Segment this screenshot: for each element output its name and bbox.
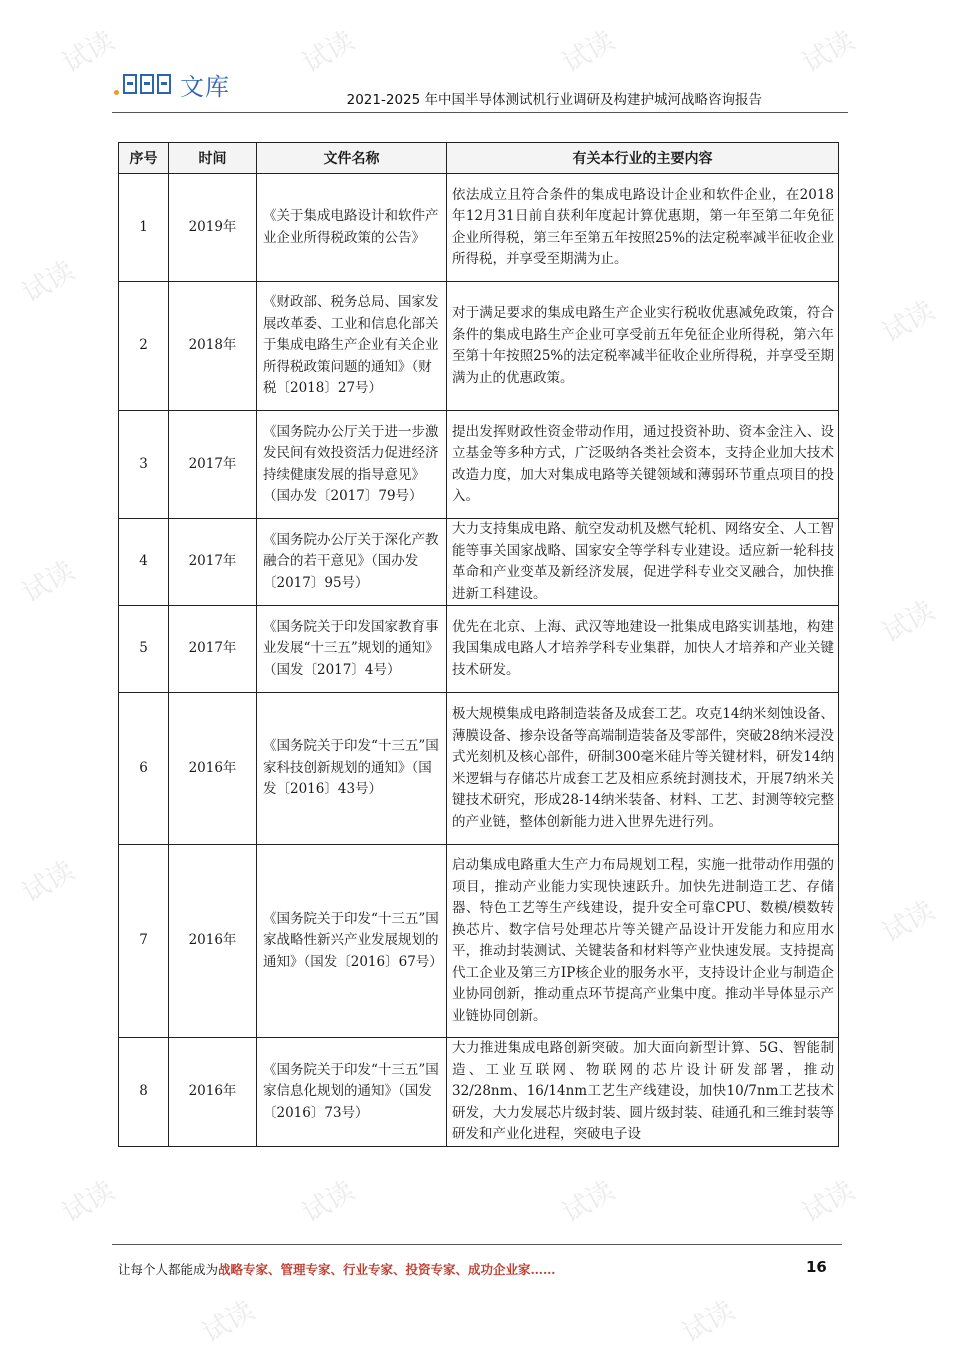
watermark-text: 试读	[797, 25, 860, 80]
row-document: 《国务院关于印发国家教育事业发展“十三五”规划的通知》（国发〔2017〕4号）	[257, 606, 447, 693]
watermark-text: 试读	[797, 1175, 860, 1230]
row-document: 《国务院办公厅关于进一步激发民间有效投资活力促进经济持续健康发展的指导意见》（国办发〔2017〕79号）	[257, 411, 447, 519]
row-year: 2017年	[169, 519, 257, 606]
footer-slogan	[118, 1260, 556, 1278]
policy-table	[118, 142, 839, 1147]
row-year: 2017年	[169, 411, 257, 519]
row-index: 3	[119, 411, 169, 519]
report-title: 2021-2025 年中国半导体测试机行业调研及构建护城河战略咨询报告	[346, 92, 762, 108]
row-year: 2016年	[169, 693, 257, 845]
row-year: 2016年	[169, 845, 257, 1038]
watermark-text: 试读	[57, 25, 120, 80]
row-content: 大力推进集成电路创新突破。加大面向新型计算、5G、智能制造、工业互联网、物联网的芯片设计研发部署，推动32/28nm、16/14nm工艺生产线建设，加快10/7nm工艺技术研发，大力发展芯片级封装、圆片级封装、硅通孔和三维封装等研发和产业化进程，突破电子设	[447, 1038, 839, 1147]
column-header-year: 时间	[169, 143, 257, 174]
column-header-content: 有关本行业的主要内容	[447, 143, 839, 174]
row-content: 对于满足要求的集成电路生产企业实行税收优惠减免政策，符合条件的集成电路生产企业可享受前五年免征企业所得税，第六年至第十年按照25%的法定税率减半征收企业所得税，并享受至期满为止的优惠政策。	[447, 282, 839, 411]
watermark-text: 试读	[17, 255, 80, 310]
row-index: 5	[119, 606, 169, 693]
page-number: 16	[806, 1258, 827, 1276]
logo-dot-icon	[114, 90, 119, 95]
watermark-text: 试读	[877, 595, 940, 650]
footer-slogan-highlight: 战略专家、管理专家、行业专家、投资专家、成功企业家……	[218, 1262, 556, 1277]
logo-mark-icon	[123, 71, 174, 97]
row-year: 2016年	[169, 1038, 257, 1147]
table-row	[119, 693, 839, 845]
table-row	[119, 845, 839, 1038]
row-document: 《国务院关于印发“十三五”国家信息化规划的通知》（国发〔2016〕73号）	[257, 1038, 447, 1147]
watermark-text: 试读	[17, 855, 80, 910]
row-index: 4	[119, 519, 169, 606]
watermark-text: 试读	[677, 1295, 740, 1350]
row-content: 大力支持集成电路、航空发动机及燃气轮机、网络安全、人工智能等事关国家战略、国家安全等学科专业建设。适应新一轮科技革命和产业变革及新经济发展，促进学科专业交叉融合，加快推进新工科建设。	[447, 519, 839, 606]
row-content: 启动集成电路重大生产力布局规划工程，实施一批带动作用强的项目，推动产业能力实现快速跃升。加快先进制造工艺、存储器、特色工艺等生产线建设，提升安全可靠CPU、数模/模数转换芯片、数字信号处理芯片等关键产品设计开发能力和应用水平，推动封装测试、关键装备和材料等产业快速发展。支持提高代工企业及第三方IP核企业的服务水平，支持设计企业与制造企业协同创新，推动重点环节提高产业集中度。推动半导体显示产业链协同创新。	[447, 845, 839, 1038]
row-document: 《国务院关于印发“十三五”国家科技创新规划的通知》（国发〔2016〕43号）	[257, 693, 447, 845]
row-content: 极大规模集成电路制造装备及成套工艺。攻克14纳米刻蚀设备、薄膜设备、掺杂设备等高端制造装备及零部件，突破28纳米浸没式光刻机及核心部件，研制300毫米硅片等关键材料，研发14纳米逻辑与存储芯片成套工艺及相应系统封测技术，开展7纳米关键技术研究，形成28-14纳米装备、材料、工艺、封测等较完整的产业链，整体创新能力进入世界先进行列。	[447, 693, 839, 845]
logo-text: 文库	[180, 72, 230, 101]
footer-divider	[112, 1244, 842, 1245]
row-document: 《财政部、税务总局、国家发展改革委、工业和信息化部关于集成电路生产企业有关企业所得税政策问题的通知》（财税〔2018〕27号）	[257, 282, 447, 411]
row-document: 《国务院办公厅关于深化产教融合的若干意见》（国办发〔2017〕95号）	[257, 519, 447, 606]
row-content: 优先在北京、上海、武汉等地建设一批集成电路实训基地，构建我国集成电路人才培养学科专业集群，加快人才培养和产业关键技术研发。	[447, 606, 839, 693]
watermark-text: 试读	[57, 1175, 120, 1230]
row-index: 2	[119, 282, 169, 411]
row-index: 1	[119, 174, 169, 282]
column-header-index: 序号	[119, 143, 169, 174]
logo	[114, 68, 230, 100]
table-row	[119, 282, 839, 411]
table-header-row	[119, 143, 839, 174]
row-document: 《国务院关于印发“十三五”国家战略性新兴产业发展规划的通知》（国发〔2016〕67号）	[257, 845, 447, 1038]
table-row	[119, 174, 839, 282]
page-header	[112, 66, 848, 113]
table-row	[119, 1038, 839, 1147]
watermark-text: 试读	[197, 1295, 260, 1350]
footer-slogan-prefix: 让每个人都能成为	[118, 1262, 219, 1277]
row-year: 2018年	[169, 282, 257, 411]
column-header-document: 文件名称	[257, 143, 447, 174]
watermark-text: 试读	[877, 295, 940, 350]
row-index: 7	[119, 845, 169, 1038]
watermark-text: 试读	[557, 25, 620, 80]
row-year: 2017年	[169, 606, 257, 693]
row-document: 《关于集成电路设计和软件产业企业所得税政策的公告》	[257, 174, 447, 282]
row-index: 6	[119, 693, 169, 845]
watermark-text: 试读	[297, 25, 360, 80]
table-row	[119, 411, 839, 519]
row-year: 2019年	[169, 174, 257, 282]
row-content: 提出发挥财政性资金带动作用，通过投资补助、资本金注入、设立基金等多种方式，广泛吸纳各类社会资本，支持企业加大技术改造力度，加大对集成电路等关键领域和薄弱环节重点项目的投入。	[447, 411, 839, 519]
watermark-text: 试读	[297, 1175, 360, 1230]
watermark-text: 试读	[877, 895, 940, 950]
watermark-text: 试读	[557, 1175, 620, 1230]
table-row	[119, 519, 839, 606]
table-row	[119, 606, 839, 693]
row-index: 8	[119, 1038, 169, 1147]
row-content: 依法成立且符合条件的集成电路设计企业和软件企业，在2018年12月31日前自获利年度起计算优惠期，第一年至第二年免征企业所得税，第三年至第五年按照25%的法定税率减半征收企业所得税，并享受至期满为止。	[447, 174, 839, 282]
watermark-text: 试读	[17, 555, 80, 610]
